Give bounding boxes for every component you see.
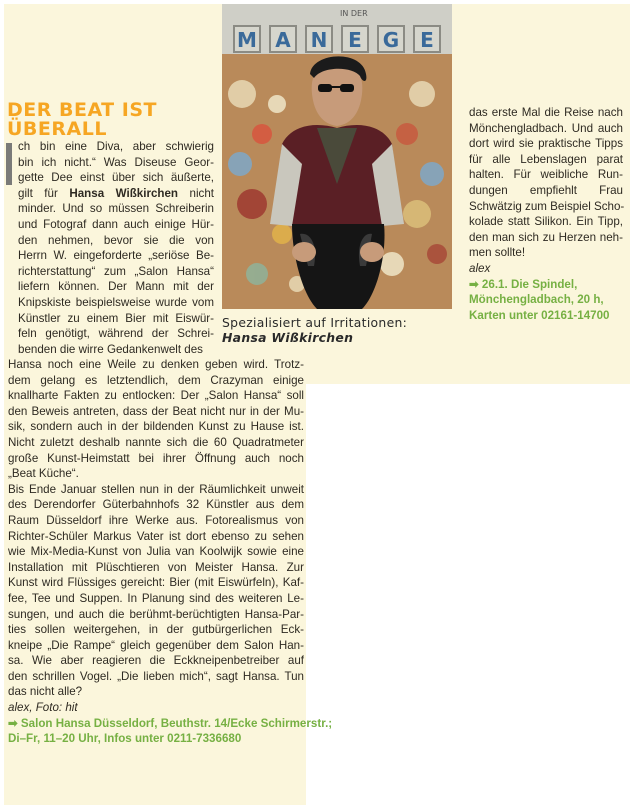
body-line: liefern können. Der Mann mit der (18, 280, 214, 294)
body-line: richterstattung“ zum „Salon Hansa“ (18, 264, 214, 278)
right-column (469, 105, 623, 323)
portrait-photo (222, 4, 452, 309)
headline-line-2: ÜBERALL (7, 118, 107, 140)
sign-letter: M (237, 28, 257, 52)
sign-letter: E (348, 28, 362, 52)
body-line: sik, sondern auch in der bildenden Kunst zu Hause ist. (8, 420, 304, 434)
body-line: Richter-Schüler Markus Vater ist dort ebenso zu sehen (8, 529, 304, 543)
event-info-line: Mönchengladbach, 20 h, (469, 293, 604, 307)
body-line: dort wird sie praktische Tipps (469, 137, 623, 151)
body-line: und Fotograf dann auch einige Hür- (18, 217, 214, 231)
body-line: das nicht alle? (8, 685, 83, 699)
body-line: gette Dee einst über sich äußerte, (18, 171, 214, 185)
event-info-line: Karten unter 02161-14700 (469, 308, 610, 322)
body-line: ties sollen weitergehen, in der gutbürgerlichen Eck- (8, 623, 304, 637)
body-line: Kunst wird Flüssiges gereicht: Bier (mit Eiswürfeln), Kaf- (8, 576, 304, 590)
body-line: dungen empfiehlt Frau (469, 183, 623, 197)
drop-cap-bar (6, 143, 12, 185)
event-info-line: Di–Fr, 11–20 Uhr, Infos unter 0211-7336680 (8, 732, 242, 746)
body-line: Nicht zuletzt deshalb nannte sich die 60 Quadratmeter (8, 435, 304, 449)
sign-letter: E (420, 28, 434, 52)
body-line: Installation mit Plüschtieren von Meister Hansa. Zur (8, 560, 304, 574)
body-line: fee, Tee und Suppen. In Planung sind des weiteren Le- (8, 591, 304, 605)
sign-letter: A (275, 28, 291, 52)
body-line: den schrillen Vogel. „Die lieben mich“, sagt Hansa. Tun (8, 669, 304, 683)
body-line: benden die wirre Gedankenwelt des (18, 342, 203, 356)
byline: alex, Foto: hit (8, 701, 78, 715)
body-line: den Beweis antreten, dass der Beat nicht nur in der Mu- (8, 404, 304, 418)
body-line: gilt für Hansa Wißkirchen nicht (18, 186, 215, 200)
body-line: Herrn W. eingeforderte „seriöse Be- (18, 249, 214, 263)
event-info-line: ➡ Salon Hansa Düsseldorf, Beuthstr. 14/Ecke Schirmerstr.; (8, 716, 333, 730)
body-line: dem gelang es letztendlich, dem Crazyman einige (8, 373, 304, 387)
body-line: ch bin eine Diva, aber schwierig (18, 140, 214, 153)
body-line: das erste Mal die Reise nach (469, 106, 623, 119)
body-line: knallharte Fakten zu entlocken: Der „Salon Hansa“ soll (8, 389, 304, 403)
body-line: kolade statt Silikon. Ein Tipp, (469, 215, 623, 229)
photo-caption (222, 315, 462, 345)
body-line: Schwätzig zum Beispiel Scho- (469, 199, 625, 213)
body-line: Hansa noch eine Weile zu denken geben wird. Trotz- (8, 358, 304, 371)
body-line: kneipe „Die Rampe“ gleich gegenüber dem Salon Han- (8, 638, 304, 652)
body-line: den man sich zu Herzen neh- (469, 230, 623, 244)
event-info-line: ➡ 26.1. Die Spindel, (469, 277, 578, 291)
byline: alex (469, 261, 491, 275)
body-line: große Kunst-Heimstatt bei ihrer Öffnung auch noch (8, 451, 304, 465)
left-column (18, 139, 214, 357)
body-line: men sollte! (469, 246, 526, 260)
body-line: Mönchengladbach. Und auch (469, 121, 623, 135)
body-line: sungen, und auch die berühmt-berüchtigten Hansa-Par- (8, 607, 304, 621)
body-line: feln genötigt, während der Schrei- (18, 327, 214, 341)
body-line: des Derendorfer Güterbahnhofs 32 Künstler aus dem (8, 498, 304, 512)
article-headline (7, 101, 212, 139)
body-line: halten. Für weibliche Run- (469, 168, 623, 182)
caption-text: Spezialisiert auf Irritationen: (222, 315, 408, 330)
body-line: Bis Ende Januar stellen nun in der Räumlichkeit unweit (8, 482, 304, 496)
body-continuation (8, 357, 333, 747)
sign-small-text: IN DER (340, 9, 368, 18)
caption-name: Hansa Wißkirchen (222, 330, 354, 345)
body-line: Knipskiste beispielsweise wurde vom (18, 295, 214, 309)
headline-line-1: DER BEAT IST (7, 99, 157, 121)
body-line: bin ich nicht.“ Was Diseuse Geor- (18, 155, 214, 169)
body-line: sa. Wie aber reagieren die Eckkneipenbetreiber auf (8, 654, 304, 668)
body-line: Raum Düsseldorf ihre Werke aus. Fotorealismus von (8, 513, 304, 527)
body-line: den nehmen, bevor sie die von (18, 233, 214, 247)
body-line: wie Mix-Media-Kunst von Julia van Koolwijk sowie eine (8, 545, 304, 559)
body-line: für alle Lebenslagen parat (469, 152, 623, 166)
body-line: minder. Und so müssen Schreiberin (18, 202, 214, 216)
body-line: „Beat Küche“. (8, 467, 79, 481)
sign-letter: N (310, 28, 328, 52)
body-line: Künstler zu einem Bier mit Eiswür- (18, 311, 214, 325)
sign-letter: G (382, 28, 400, 52)
